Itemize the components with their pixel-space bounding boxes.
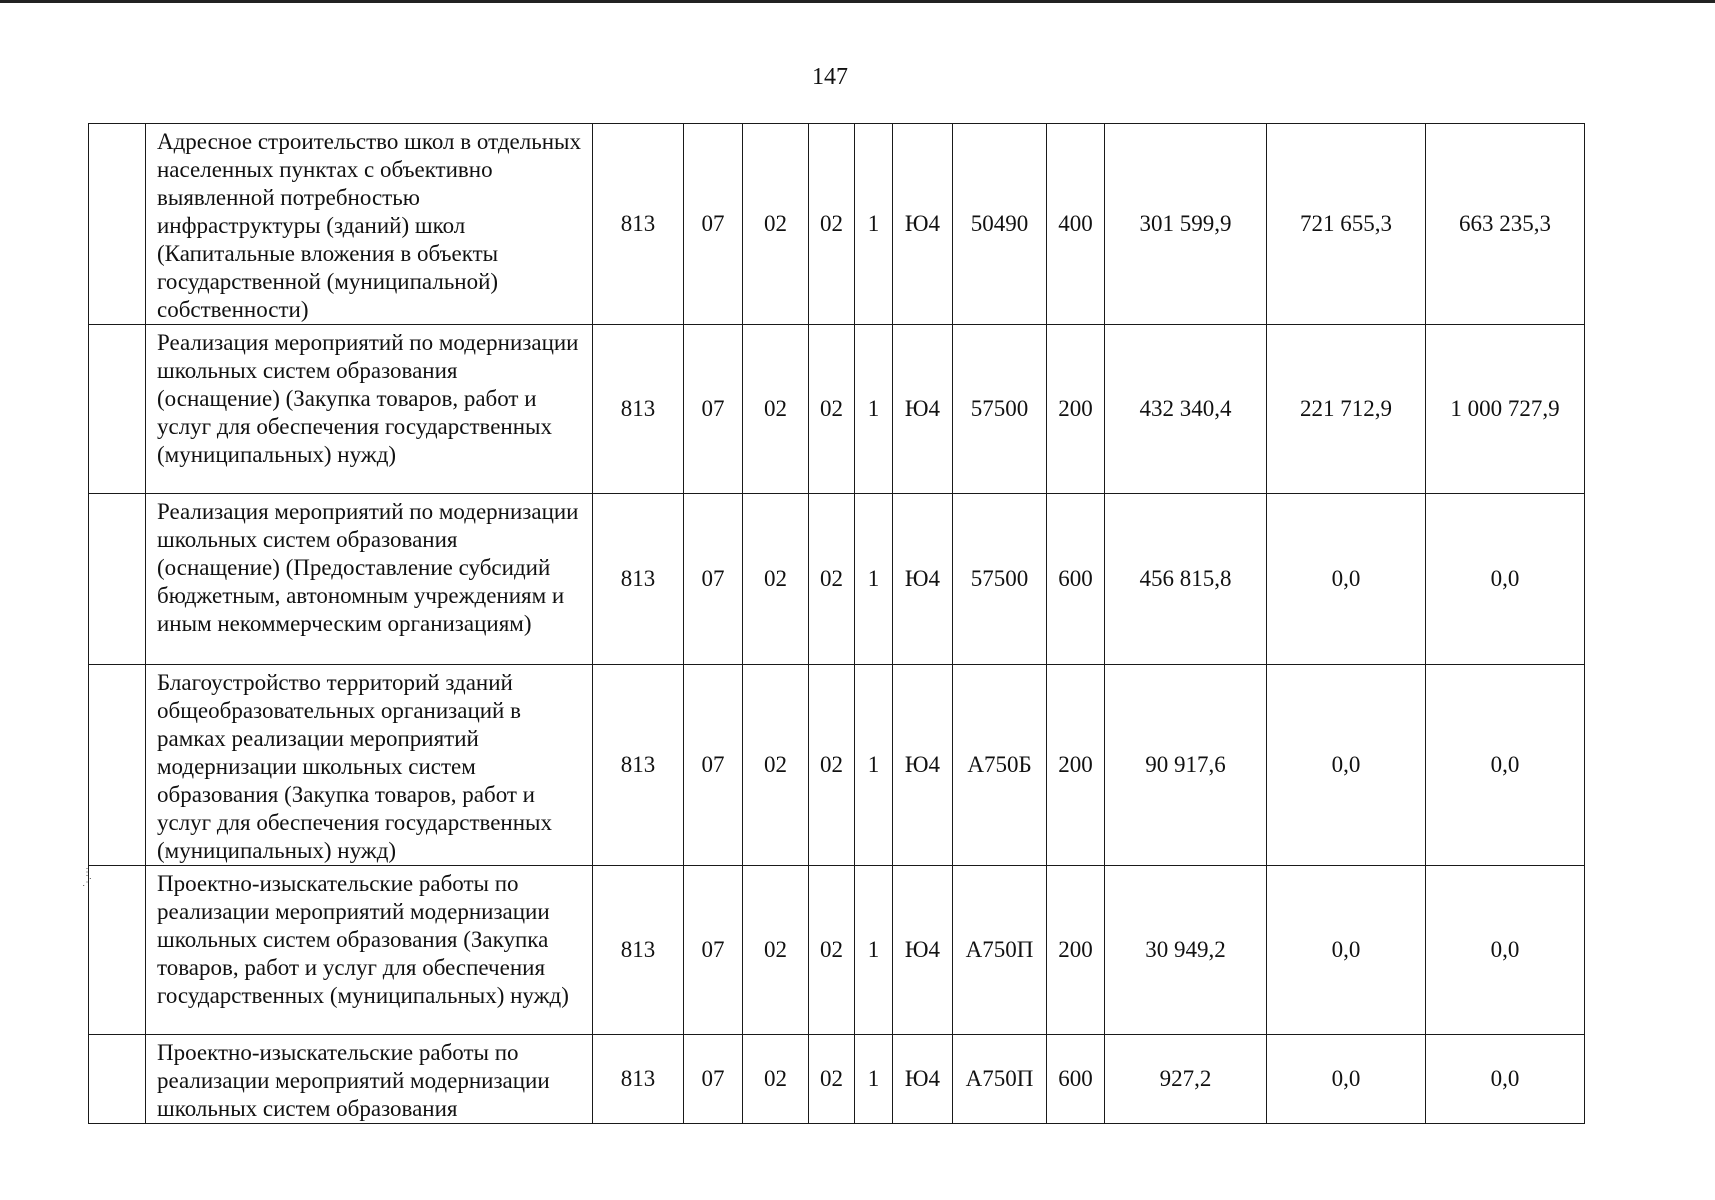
amount-cell-2: 221 712,9 xyxy=(1267,325,1426,494)
row-number-cell xyxy=(89,866,146,1035)
program-code-cell: 02 xyxy=(809,494,855,665)
ministry-code-cell: 813 xyxy=(593,866,684,1035)
subprogram-code-cell: 1 xyxy=(855,325,893,494)
program-code-cell: 02 xyxy=(809,124,855,325)
program-code-cell: 02 xyxy=(809,866,855,1035)
amount-cell-3: 0,0 xyxy=(1426,494,1585,665)
project-code-cell: Ю4 xyxy=(893,866,953,1035)
table-row xyxy=(89,494,1585,665)
table-row xyxy=(89,124,1585,325)
project-code-cell: Ю4 xyxy=(893,1035,953,1124)
expense-type-cell: 600 xyxy=(1047,494,1105,665)
ministry-code-cell: 813 xyxy=(593,494,684,665)
subprogram-code-cell: 1 xyxy=(855,494,893,665)
expense-type-cell: 200 xyxy=(1047,866,1105,1035)
expense-type-cell: 600 xyxy=(1047,1035,1105,1124)
amount-cell-2: 721 655,3 xyxy=(1267,124,1426,325)
section-code-cell: 07 xyxy=(684,665,743,866)
page-top-border xyxy=(0,0,1715,3)
subsection-code-cell: 02 xyxy=(743,325,809,494)
direction-code-cell: А750П xyxy=(953,1035,1047,1124)
direction-code-cell: А750Б xyxy=(953,665,1047,866)
amount-cell-2: 0,0 xyxy=(1267,1035,1426,1124)
expense-type-cell: 200 xyxy=(1047,665,1105,866)
table-row xyxy=(89,1035,1585,1124)
page-number: 147 xyxy=(812,64,848,90)
amount-cell-1: 927,2 xyxy=(1105,1035,1267,1124)
row-number-cell xyxy=(89,494,146,665)
subsection-code-cell: 02 xyxy=(743,124,809,325)
subsection-code-cell: 02 xyxy=(743,866,809,1035)
section-code-cell: 07 xyxy=(684,1035,743,1124)
table-row xyxy=(89,665,1585,866)
budget-table xyxy=(88,123,1585,1124)
amount-cell-1: 90 917,6 xyxy=(1105,665,1267,866)
description-cell: Проектно-изыскательские работы по реализации мероприятий модернизации школьных систем образования xyxy=(146,1035,593,1124)
project-code-cell: Ю4 xyxy=(893,325,953,494)
amount-cell-2: 0,0 xyxy=(1267,494,1426,665)
description-cell: Благоустройство территорий зданий общеобразовательных организаций в рамках реализации мероприятий модернизации школьных систем образования (Закупка товаров, работ и услуг для обеспечения государственных (муниципальных) нужд) xyxy=(146,665,593,866)
ministry-code-cell: 813 xyxy=(593,124,684,325)
ministry-code-cell: 813 xyxy=(593,1035,684,1124)
scan-artifact-mark: ⋮ ⋰ xyxy=(82,867,92,888)
description-cell: Адресное строительство школ в отдельных населенных пунктах с объективно выявленной потребностью инфраструктуры (зданий) школ (Капитальные вложения в объекты государственной (муниципальной) собственности) xyxy=(146,124,593,325)
expense-type-cell: 400 xyxy=(1047,124,1105,325)
direction-code-cell: А750П xyxy=(953,866,1047,1035)
amount-cell-3: 0,0 xyxy=(1426,866,1585,1035)
subprogram-code-cell: 1 xyxy=(855,1035,893,1124)
subprogram-code-cell: 1 xyxy=(855,665,893,866)
table-row xyxy=(89,866,1585,1035)
amount-cell-1: 301 599,9 xyxy=(1105,124,1267,325)
project-code-cell: Ю4 xyxy=(893,124,953,325)
project-code-cell: Ю4 xyxy=(893,665,953,866)
section-code-cell: 07 xyxy=(684,866,743,1035)
expense-type-cell: 200 xyxy=(1047,325,1105,494)
amount-cell-1: 432 340,4 xyxy=(1105,325,1267,494)
program-code-cell: 02 xyxy=(809,325,855,494)
program-code-cell: 02 xyxy=(809,665,855,866)
subsection-code-cell: 02 xyxy=(743,494,809,665)
project-code-cell: Ю4 xyxy=(893,494,953,665)
subsection-code-cell: 02 xyxy=(743,1035,809,1124)
row-number-cell xyxy=(89,124,146,325)
ministry-code-cell: 813 xyxy=(593,665,684,866)
amount-cell-1: 456 815,8 xyxy=(1105,494,1267,665)
description-cell: Реализация мероприятий по модернизации школьных систем образования (оснащение) (Предоставление субсидий бюджетным, автономным учреждениям и иным некоммерческим организациям) xyxy=(146,494,593,665)
row-number-cell xyxy=(89,325,146,494)
section-code-cell: 07 xyxy=(684,124,743,325)
row-number-cell xyxy=(89,1035,146,1124)
amount-cell-1: 30 949,2 xyxy=(1105,866,1267,1035)
section-code-cell: 07 xyxy=(684,325,743,494)
table-row xyxy=(89,325,1585,494)
amount-cell-3: 0,0 xyxy=(1426,665,1585,866)
program-code-cell: 02 xyxy=(809,1035,855,1124)
description-cell: Проектно-изыскательские работы по реализации мероприятий модернизации школьных систем образования (Закупка товаров, работ и услуг для обеспечения государственных (муниципальных) нужд) xyxy=(146,866,593,1035)
subsection-code-cell: 02 xyxy=(743,665,809,866)
amount-cell-2: 0,0 xyxy=(1267,665,1426,866)
direction-code-cell: 57500 xyxy=(953,494,1047,665)
amount-cell-2: 0,0 xyxy=(1267,866,1426,1035)
direction-code-cell: 50490 xyxy=(953,124,1047,325)
subprogram-code-cell: 1 xyxy=(855,124,893,325)
subprogram-code-cell: 1 xyxy=(855,866,893,1035)
amount-cell-3: 1 000 727,9 xyxy=(1426,325,1585,494)
ministry-code-cell: 813 xyxy=(593,325,684,494)
section-code-cell: 07 xyxy=(684,494,743,665)
amount-cell-3: 0,0 xyxy=(1426,1035,1585,1124)
row-number-cell xyxy=(89,665,146,866)
description-cell: Реализация мероприятий по модернизации школьных систем образования (оснащение) (Закупка товаров, работ и услуг для обеспечения государственных (муниципальных) нужд) xyxy=(146,325,593,494)
direction-code-cell: 57500 xyxy=(953,325,1047,494)
amount-cell-3: 663 235,3 xyxy=(1426,124,1585,325)
